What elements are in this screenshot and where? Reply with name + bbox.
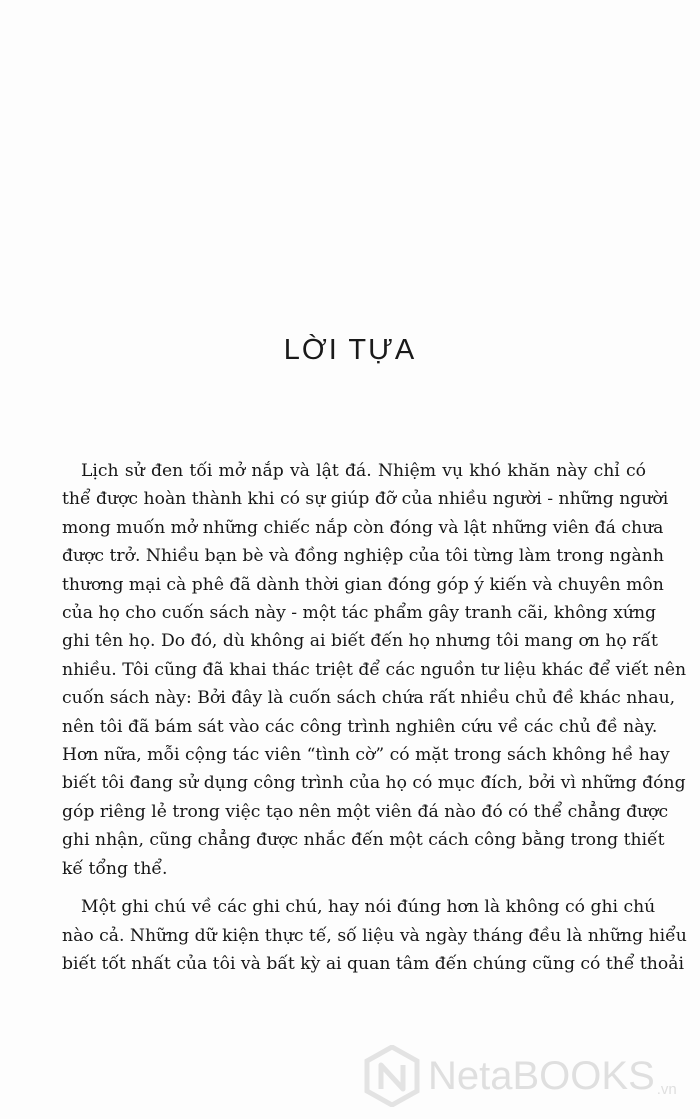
text-line: ghi nhận, cũng chẳng được nhắc đến một cách công bằng trong thiết [62,830,665,851]
text-line: Lịch sử đen tối mở nắp và lật đá. Nhiệm vụ khó khăn này chỉ có [81,461,646,481]
text-line: của họ cho cuốn sách này - một tác phẩm gây tranh cãi, không xứng [62,603,657,624]
text-line: biết tốt nhất của tôi và bất kỳ ai quan tâm đến chúng cũng có thể thoải [62,953,684,974]
watermark-brand: NetaBOOKS [428,1054,655,1098]
text-line: Một ghi chú về các ghi chú, hay nói đúng hơn là không có ghi chú [81,897,656,918]
watermark [364,1044,694,1108]
watermark-suffix: .vn [656,1081,677,1098]
chapter-title: LỜI TỰA [283,334,417,366]
text-line: được trở. Nhiều bạn bè và đồng nghiệp của tôi từng làm trong ngành [62,546,664,567]
text-line: góp riêng lẻ trong việc tạo nên một viên đá nào đó có thể chẳng được [62,801,669,822]
text-line: Hơn nữa, mỗi cộng tác viên “tình cờ” có mặt trong sách không hề hay [62,745,670,766]
text-line: ghi tên họ. Do đó, dù không ai biết đến họ nhưng tôi mang ơn họ rất [62,631,658,652]
text-line: thương mại cà phê đã dành thời gian đóng góp ý kiến và chuyên môn [62,574,664,595]
paragraph-1 [62,457,687,883]
netabooks-logo-icon [364,1045,420,1107]
text-line: mong muốn mở những chiếc nắp còn đóng và lật những viên đá chưa [62,517,664,538]
text-line: nên tôi đã bám sát vào các công trình nghiên cứu về các chủ đề này. [62,716,658,737]
text-line: thể được hoàn thành khi có sự giúp đỡ của nhiều người - những người [62,489,669,510]
text-line: cuốn sách này: Bởi đây là cuốn sách chứa rất nhiều chủ đề khác nhau, [62,688,676,709]
body-text [62,457,687,978]
text-line: nào cả. Những dữ kiện thực tế, số liệu và ngày tháng đều là những hiểu [62,925,687,946]
text-line: biết tôi đang sử dụng công trình của họ có mục đích, bởi vì những đóng [62,773,686,794]
text-line: kế tổng thể. [62,858,168,879]
paragraph-2 [62,893,687,978]
text-line: nhiều. Tôi cũng đã khai thác triệt để các nguồn tư liệu khác để viết nên [62,659,687,680]
